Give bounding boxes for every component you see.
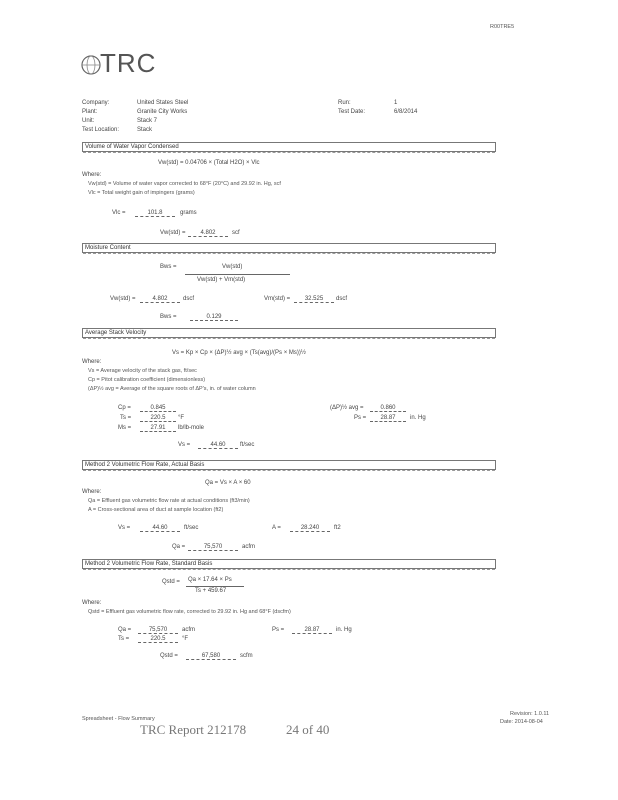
s5-result-unit: scfm [240, 653, 253, 659]
section-water-vapor-title: Volume of Water Vapor Condensed [82, 142, 496, 152]
s1-vlc-label: Vlc = [112, 210, 126, 216]
footer-report-title: TRC Report 212178 [140, 722, 247, 737]
test-date-label: Test Date: [338, 109, 366, 115]
s3-def-cp: Cp = Pitot calibration coefficient (dimensionless) [88, 377, 206, 383]
s3-ms-unit: lb/lb-mole [178, 425, 205, 431]
s4-qa-unit: acfm [242, 544, 256, 550]
company-logo [80, 50, 170, 78]
s4-vs-value: 44.60 [140, 525, 180, 532]
s3-def-dp: (ΔP)½ avg = Average of the square roots of ΔP's, in. of water column [88, 386, 256, 392]
s3-ts-label: Ts = [120, 415, 132, 421]
s1-vlc-unit: grams [180, 210, 197, 216]
s3-sqdp-value: 0.860 [370, 405, 406, 412]
s4-qa-label: Qa = [172, 544, 186, 550]
s2-vw-label: Vw(std) = [110, 296, 136, 302]
run-label: Run: [338, 100, 351, 106]
s4-a-unit: ft2 [334, 525, 341, 531]
s3-formula: Vs = Kp × Cp × (ΔP)½ avg × (Ts(avg)/(Ps × Ms))½ [172, 350, 306, 356]
test-date-value: 6/8/2014 [394, 109, 418, 115]
s4-formula: Qa = Vs × A × 60 [205, 480, 251, 486]
s2-vm-label: Vm(std) = [264, 296, 291, 302]
s3-vs-value: 44.60 [198, 442, 238, 449]
s1-formula: Vw(std) = 0.04706 × (Total H2O) × Vlc [158, 160, 260, 166]
s5-result-label: Qstd = [160, 653, 178, 659]
s2-result-value: 0.129 [190, 314, 238, 321]
s1-def-vlc: Vlc = Total weight gain of impingers (grams) [88, 190, 195, 196]
footer-revision: Revision: 1.0.11 [510, 711, 550, 717]
s3-cp-label: Cp = [118, 405, 131, 411]
s2-vm-unit: dscf [336, 296, 348, 302]
footer-page-number: 24 of 40 [286, 722, 330, 737]
section-velocity-title: Average Stack Velocity [82, 328, 496, 338]
s5-qa-unit: acfm [182, 627, 196, 633]
s2-denominator: Vw(std) + Vm(std) [197, 277, 246, 283]
s3-ts-value: 220.5 [140, 415, 176, 422]
s5-qa-label: Qa = [118, 627, 132, 633]
footer-date: Date: 2014-08-04 [500, 719, 543, 725]
s5-ts-value: 220.5 [138, 636, 178, 643]
s4-def-a: A = Cross-sectional area of duct at sample location (ft2) [88, 507, 224, 513]
s2-numerator: Vw(std) [222, 264, 243, 270]
document-id: R00TRE5 [490, 24, 515, 30]
s4-a-value: 28.240 [290, 525, 330, 532]
s3-where: Where: [82, 359, 102, 365]
logo-globe-icon [80, 54, 102, 76]
section-moisture-title: Moisture Content [82, 243, 496, 253]
s4-a-label: A = [272, 525, 281, 531]
footer-source: Spreadsheet - Flow Summary [82, 716, 155, 722]
section-standard-flow-title: Method 2 Volumetric Flow Rate, Standard Basis [82, 559, 496, 569]
s2-fraction-line [185, 274, 290, 275]
company-value: United States Steel [137, 100, 189, 106]
s3-vs-unit: ft/sec [240, 442, 255, 448]
s3-sqdp-label: (ΔP)½ avg = [330, 405, 364, 411]
s5-qstd-label: Qstd = [162, 579, 180, 585]
unit-value: Stack 7 [137, 118, 158, 124]
s3-vs-label: Vs = [178, 442, 191, 448]
s1-vlc-value: 101.8 [135, 210, 175, 217]
s3-ms-value: 27.91 [140, 425, 176, 432]
s5-ps-value: 28.87 [292, 627, 332, 634]
s2-result-label: Bws = [160, 314, 177, 320]
s2-bws-label: Bws = [160, 264, 177, 270]
s3-ps-label: Ps = [354, 415, 367, 421]
s1-def-vw: Vw(std) = Volume of water vapor corrected to 68°F (20°C) and 29.92 in. Hg, scf [88, 181, 281, 187]
logo-text: TRC [100, 48, 157, 78]
s3-ps-unit: in. Hg [410, 415, 426, 421]
s5-ps-unit: in. Hg [336, 627, 352, 633]
s5-qa-value: 75,570 [138, 627, 178, 634]
s4-vs-label: Vs = [118, 525, 131, 531]
s4-qa-value: 75,570 [188, 544, 238, 551]
s5-numerator: Qa × 17.64 × Ps [188, 577, 232, 583]
s3-ms-label: Ms = [118, 425, 132, 431]
s5-result-value: 67,580 [186, 653, 236, 660]
plant-value: Granite City Works [137, 109, 188, 115]
plant-label: Plant: [82, 109, 98, 115]
s3-ps-value: 28.87 [370, 415, 406, 422]
s2-vm-value: 32.525 [294, 296, 334, 303]
s3-def-vs: Vs = Average velocity of the stack gas, ft/sec [88, 368, 197, 374]
s3-ts-unit: °F [178, 415, 185, 421]
s1-where: Where: [82, 172, 102, 178]
s2-vw-unit: dscf [183, 296, 195, 302]
test-location-value: Stack [137, 127, 153, 133]
company-label: Company: [82, 100, 110, 106]
s3-cp-value: 0.845 [140, 405, 176, 412]
s5-ts-label: Ts = [118, 636, 130, 642]
s5-where: Where: [82, 600, 102, 606]
s5-denominator: Ts + 459.67 [195, 588, 227, 594]
s4-vs-unit: ft/sec [184, 525, 199, 531]
s1-vw-unit: scf [232, 230, 240, 236]
s1-vw-value: 4.802 [188, 230, 228, 237]
s5-ps-label: Ps = [272, 627, 285, 633]
s5-ts-unit: °F [182, 636, 189, 642]
s2-vw-value: 4.802 [140, 296, 180, 303]
section-actual-flow-title: Method 2 Volumetric Flow Rate, Actual Basis [82, 460, 496, 470]
s5-def-qstd: Qstd = Effluent gas volumetric flow rate, corrected to 29.92 in. Hg and 68°F (dscfm) [88, 609, 291, 615]
test-location-label: Test Location: [82, 127, 120, 133]
run-value: 1 [394, 100, 398, 106]
s5-fraction-line [186, 586, 244, 587]
unit-label: Unit: [82, 118, 95, 124]
s4-def-qa: Qa = Effluent gas volumetric flow rate at actual conditions (ft3/min) [88, 498, 250, 504]
s4-where: Where: [82, 489, 102, 495]
s1-vw-label: Vw(std) = [160, 230, 186, 236]
